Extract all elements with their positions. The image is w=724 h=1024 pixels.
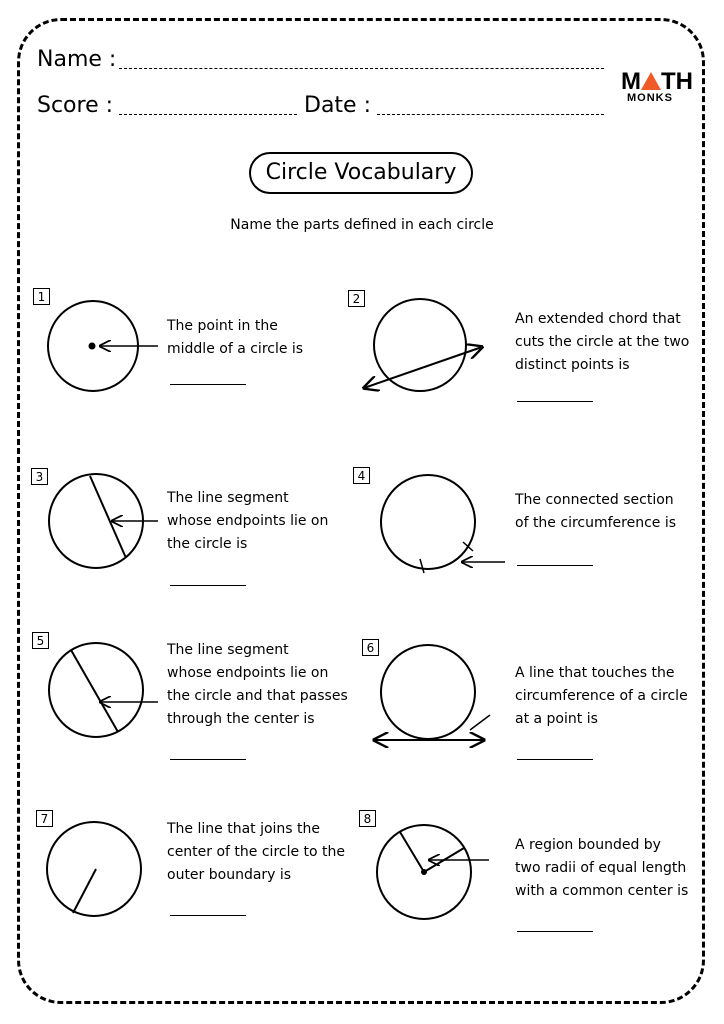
figure-sector <box>377 825 489 919</box>
question-number: 7 <box>36 810 53 827</box>
math-monks-logo: M TH MONKS <box>621 68 693 104</box>
question-number: 5 <box>32 632 49 649</box>
score-label: Score : <box>37 93 114 118</box>
question-8-text: A region bounded by two radii of equal length with a common center is <box>515 837 689 899</box>
name-label: Name : <box>37 47 117 72</box>
question-number: 8 <box>359 810 376 827</box>
question-2-text: An extended chord that cuts the circle at the two distinct points is <box>515 311 690 373</box>
question-5-text: The line segment whose endpoints lie on the circle and that passes through the center is <box>167 642 348 727</box>
figure-chord <box>49 474 158 568</box>
figure-arc <box>381 475 505 573</box>
question-3-text: The line segment whose endpoints lie on the circle is <box>167 490 329 552</box>
date-label: Date : <box>304 93 371 118</box>
question-number: 6 <box>362 639 379 656</box>
figure-diameter <box>49 643 158 737</box>
worksheet-title: Circle Vocabulary <box>249 152 473 194</box>
instructions: Name the parts defined in each circle <box>230 217 494 233</box>
figure-center <box>48 301 158 391</box>
question-number: 3 <box>31 468 48 485</box>
question-6-text: A line that touches the circumference of a circle at a point is <box>515 665 688 727</box>
question-number: 1 <box>33 288 50 305</box>
question-7-text: The line that joins the center of the circle to the outer boundary is <box>167 821 346 883</box>
figure-radius <box>47 822 141 916</box>
question-number: 2 <box>348 290 365 307</box>
question-number: 4 <box>353 467 370 484</box>
question-1-text: The point in the middle of a circle is <box>167 318 304 357</box>
question-4-text: The connected section of the circumference is <box>515 492 677 531</box>
figure-tangent <box>374 645 490 740</box>
figure-secant <box>364 299 482 391</box>
